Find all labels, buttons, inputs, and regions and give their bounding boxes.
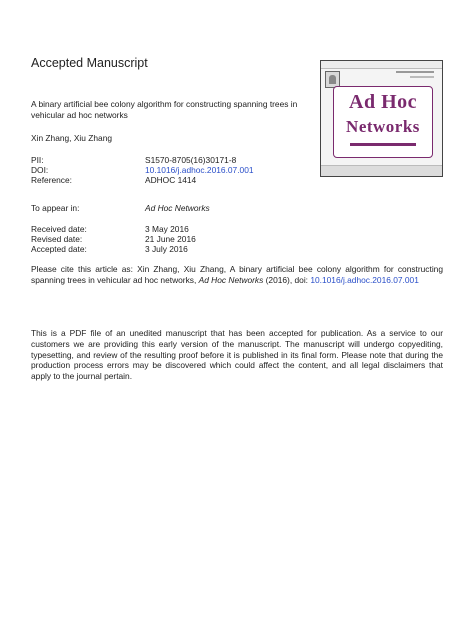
pii-label: PII: <box>31 155 44 165</box>
citation-journal: Ad Hoc Networks <box>198 274 264 285</box>
pii-value: S1570-8705(16)30171-8 <box>145 155 237 165</box>
doi-link[interactable]: 10.1016/j.adhoc.2016.07.001 <box>145 165 254 175</box>
received-date-value: 3 May 2016 <box>145 224 189 234</box>
cover-small-text-line <box>410 76 434 78</box>
revised-date-label: Revised date: <box>31 234 83 244</box>
reference-label: Reference: <box>31 175 72 185</box>
accepted-date-value: 3 July 2016 <box>145 244 188 254</box>
journal-name: Ad Hoc Networks <box>145 203 210 213</box>
journal-cover-image <box>320 60 443 177</box>
journal-logo <box>333 86 433 158</box>
cover-bottom-strip <box>321 165 442 176</box>
citation-doi-link[interactable]: 10.1016/j.adhoc.2016.07.001 <box>310 274 419 285</box>
article-title: A binary artificial bee colony algorithm for constructing spanning trees in vehicular ad hoc networks <box>31 99 298 120</box>
to-appear-label: To appear in: <box>31 203 80 213</box>
cover-title-line1: Ad Hoc <box>349 91 417 113</box>
doi-label: DOI: <box>31 165 49 175</box>
article-authors: Xin Zhang, Xiu Zhang <box>31 133 113 143</box>
page-heading: Accepted Manuscript <box>31 56 148 70</box>
disclaimer-paragraph: This is a PDF file of an unedited manuscript that has been accepted for publication. As a service to our customers we are providing this early version of the manuscript. The manuscript will undergo copyediting, typesetting, and review of the resulting proof before it is published in its final form. Please note that during the production process errors may be discovered which could affect the content, and all legal disclaimers that apply to the journal pertain. <box>31 328 443 382</box>
cover-title-line2: Networks <box>346 117 420 136</box>
revised-date-value: 21 June 2016 <box>145 234 196 244</box>
accepted-date-label: Accepted date: <box>31 244 87 254</box>
reference-value: ADHOC 1414 <box>145 175 197 185</box>
cover-logo-bar <box>350 143 416 146</box>
citation-text: Please cite this article as: Xin Zhang, Xiu Zhang, A binary artificial bee colony algorithm for constructing spanning trees in vehicular ad hoc networks, <box>31 264 443 285</box>
citation-text-suffix: (2016), doi: <box>263 274 311 285</box>
received-date-label: Received date: <box>31 224 87 234</box>
cover-top-strip <box>321 61 442 69</box>
citation-paragraph <box>31 264 443 286</box>
cover-small-text-line <box>396 71 434 73</box>
